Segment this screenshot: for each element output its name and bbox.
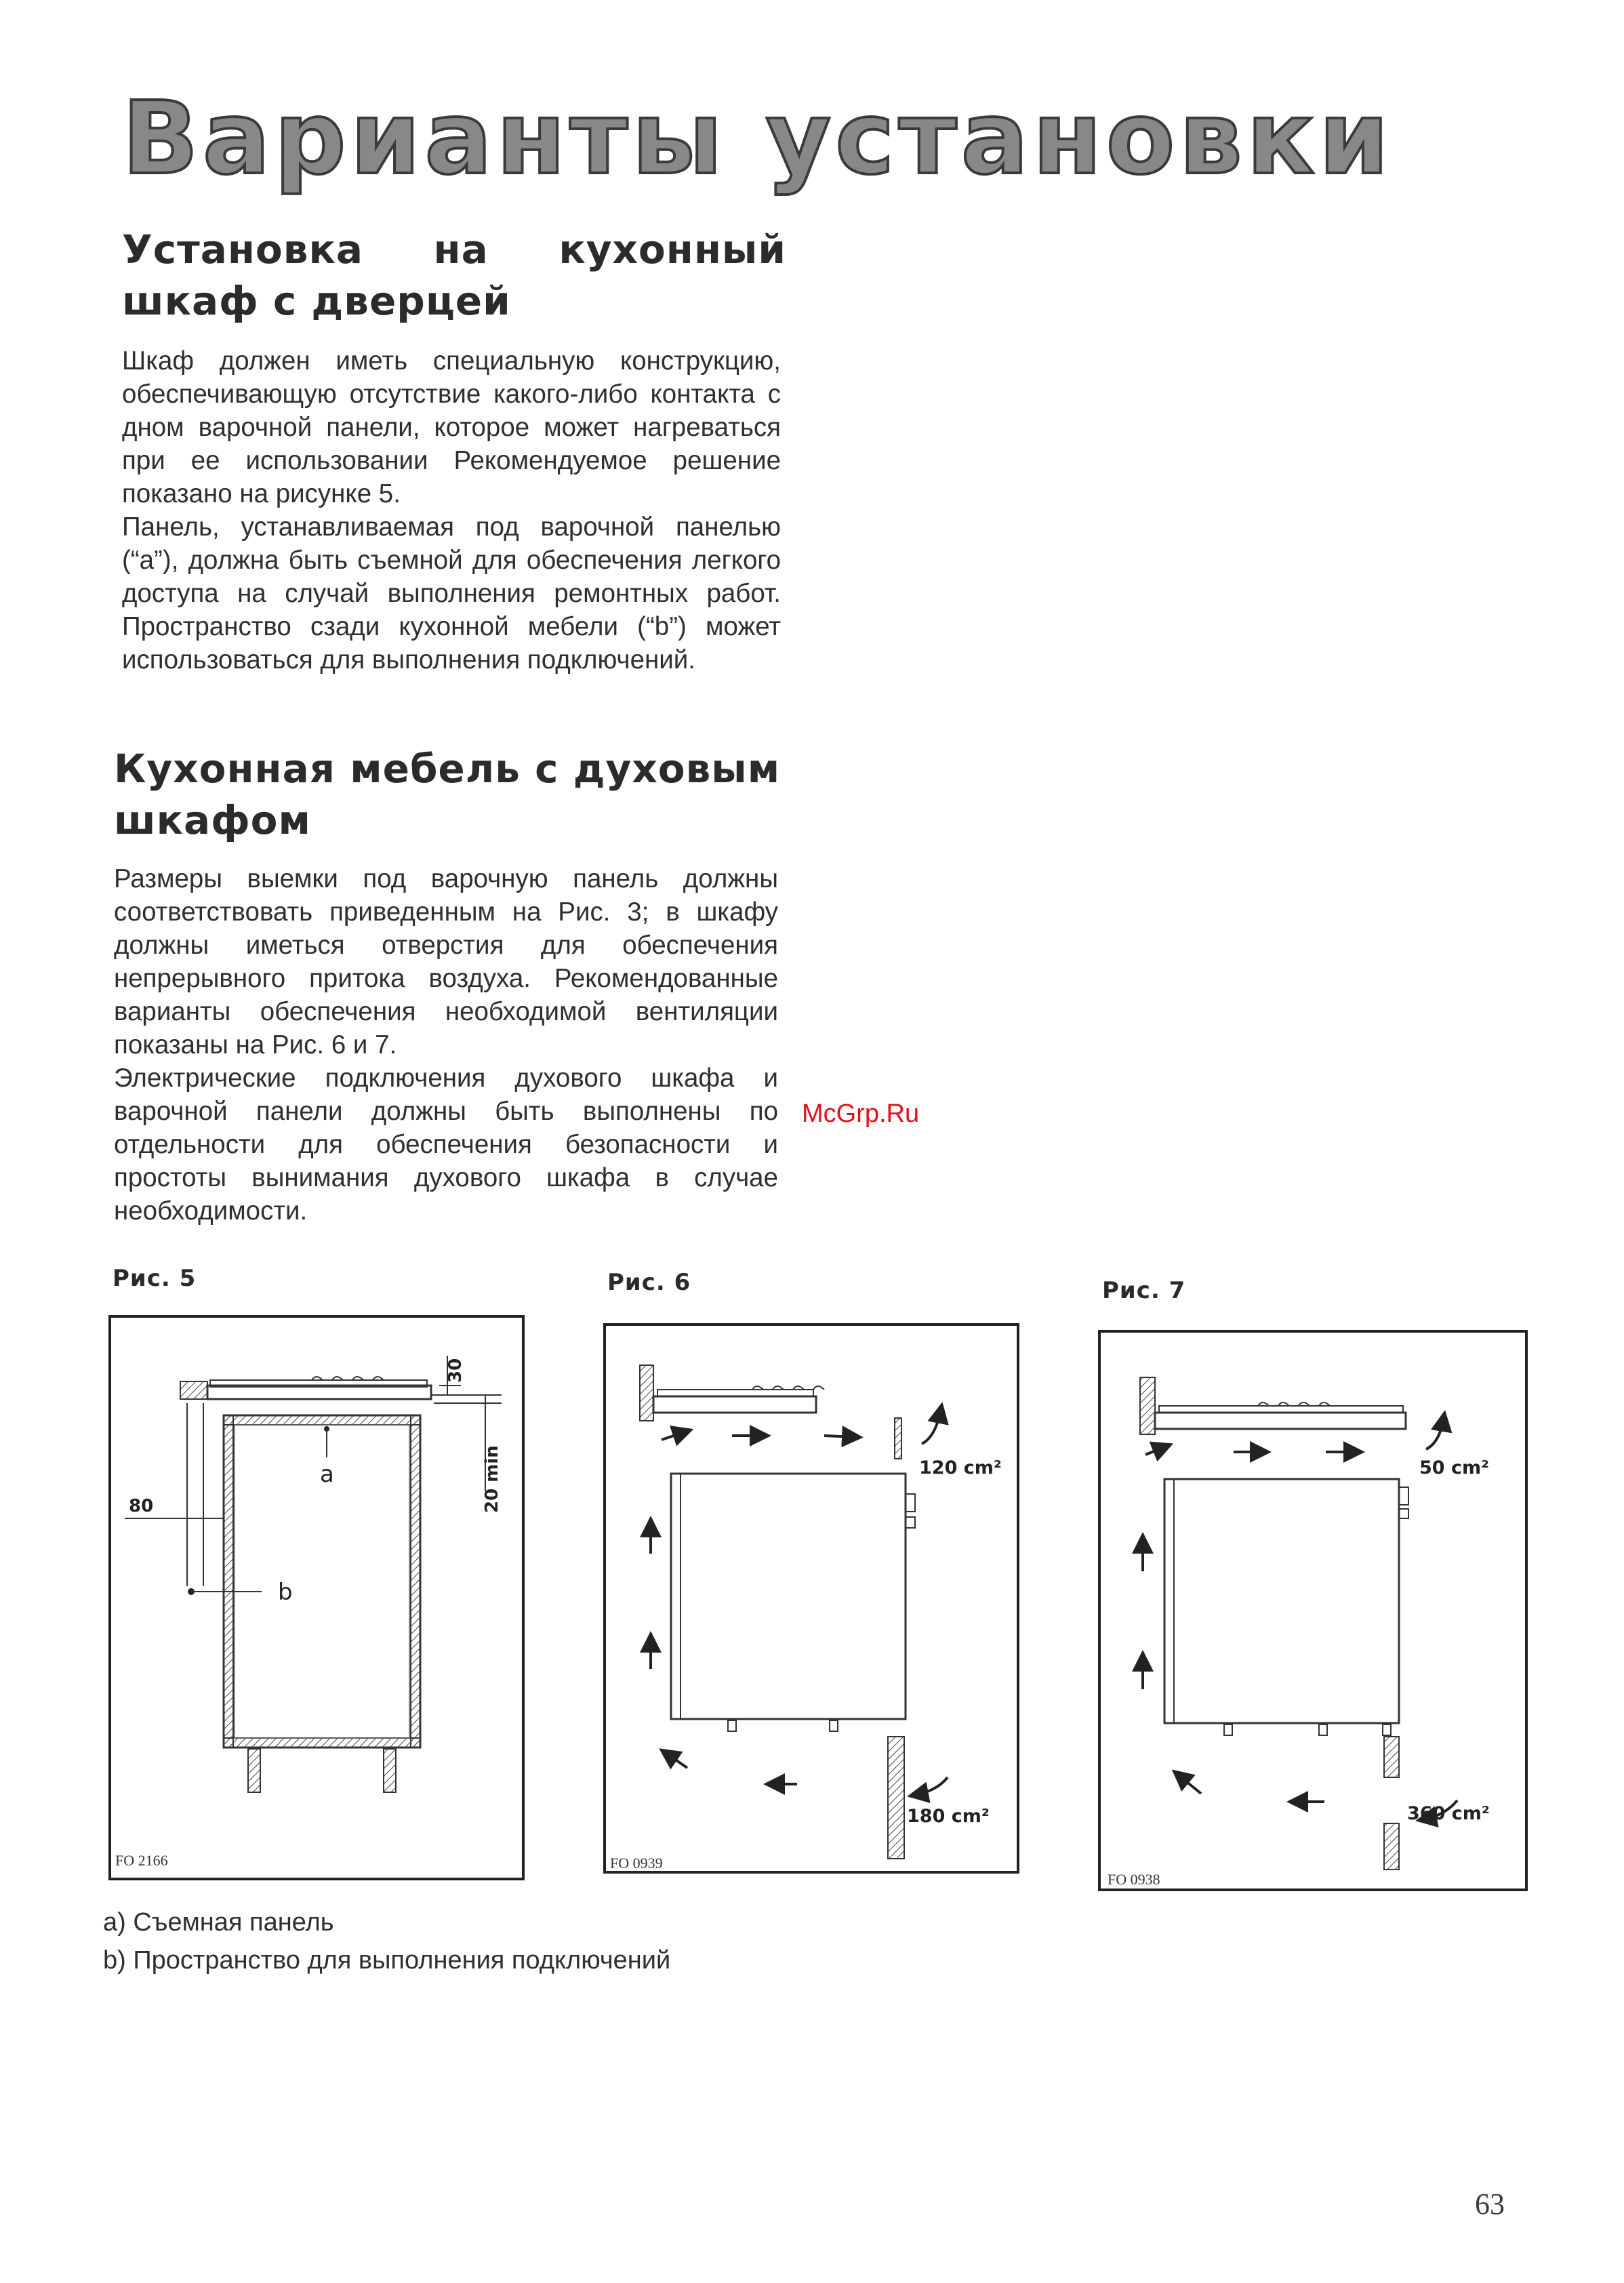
figure-legend [103, 1903, 670, 1979]
figure-code: FO 0939 [610, 1855, 663, 1872]
paragraph: Размеры выемки под варочную панель должны соответствовать приведенным на Рис. 3; в шкафу должны иметься отверстия для обеспечения непрерывного притока воздуха. Рекомендованные варианты обеспечения необходимой вентиляции показаны на Рис. 6 и 7. [114, 864, 778, 1059]
heading-word: Установка [122, 226, 363, 272]
dim-80: 80 [129, 1496, 154, 1516]
figure-6-diagram [603, 1323, 1021, 1879]
dim-20-min: 20 min [482, 1445, 502, 1513]
figure-7-label: Рис. 7 [1102, 1277, 1186, 1304]
heading-line: шкафом [114, 797, 311, 843]
dim-30: 30 [445, 1358, 466, 1383]
legend-item-b: b) Пространство для выполнения подключений [103, 1946, 671, 1975]
figure-5-label: Рис. 5 [113, 1265, 197, 1292]
paragraph: Электрические подключения духового шкафа и варочной панели должны быть выполнены по отдельности для обеспечения безопасности и простоты вынимания духового шкафа в случае необходимости. [114, 1064, 778, 1226]
section-heading-cabinet-door [122, 224, 786, 327]
callout-b: b [278, 1579, 293, 1606]
watermark: McGrp.Ru [802, 1099, 920, 1128]
heading-word: на [433, 226, 489, 272]
paragraph: Панель, устанавливаемая под варочной панелью (“а”), должна быть съемной для обеспечения легкого доступа на случай выполнения ремонтных работ. Пространство сзади кухонной мебели (“b”) может использоваться для выполнения подключений. [122, 512, 781, 674]
vent-top-label: 50 cm² [1419, 1457, 1489, 1478]
section1-text [122, 344, 781, 676]
heading-line: шкаф с дверцей [122, 278, 511, 324]
vent-bottom-label: 180 cm² [907, 1806, 990, 1827]
figure-7-diagram [1098, 1330, 1529, 1899]
figure-6-label: Рис. 6 [607, 1269, 691, 1296]
paragraph: Шкаф должен иметь специальную конструкцию, обеспечивающую отсутствие какого-либо контакта с дном варочной панели, которое может нагреваться при ее использовании Рекомендуемое решение показано на рисунке 5. [122, 346, 781, 508]
figure-code: FO 0938 [1108, 1871, 1160, 1888]
vent-bottom-label: 360 cm² [1407, 1803, 1490, 1824]
legend-item-a: a) Съемная панель [103, 1908, 334, 1937]
page-number: 63 [1475, 2187, 1505, 2221]
section2-text [114, 862, 778, 1228]
vent-top-label: 120 cm² [919, 1457, 1002, 1478]
figure-5-diagram [108, 1315, 526, 1884]
page-title: Варианты установки [122, 80, 1394, 197]
callout-a: a [320, 1461, 334, 1488]
section-heading-oven [114, 743, 785, 846]
figure-code: FO 2166 [115, 1852, 168, 1869]
heading-line: Кухонная мебель с духовым [114, 746, 781, 792]
heading-word: кухонный [559, 226, 786, 272]
